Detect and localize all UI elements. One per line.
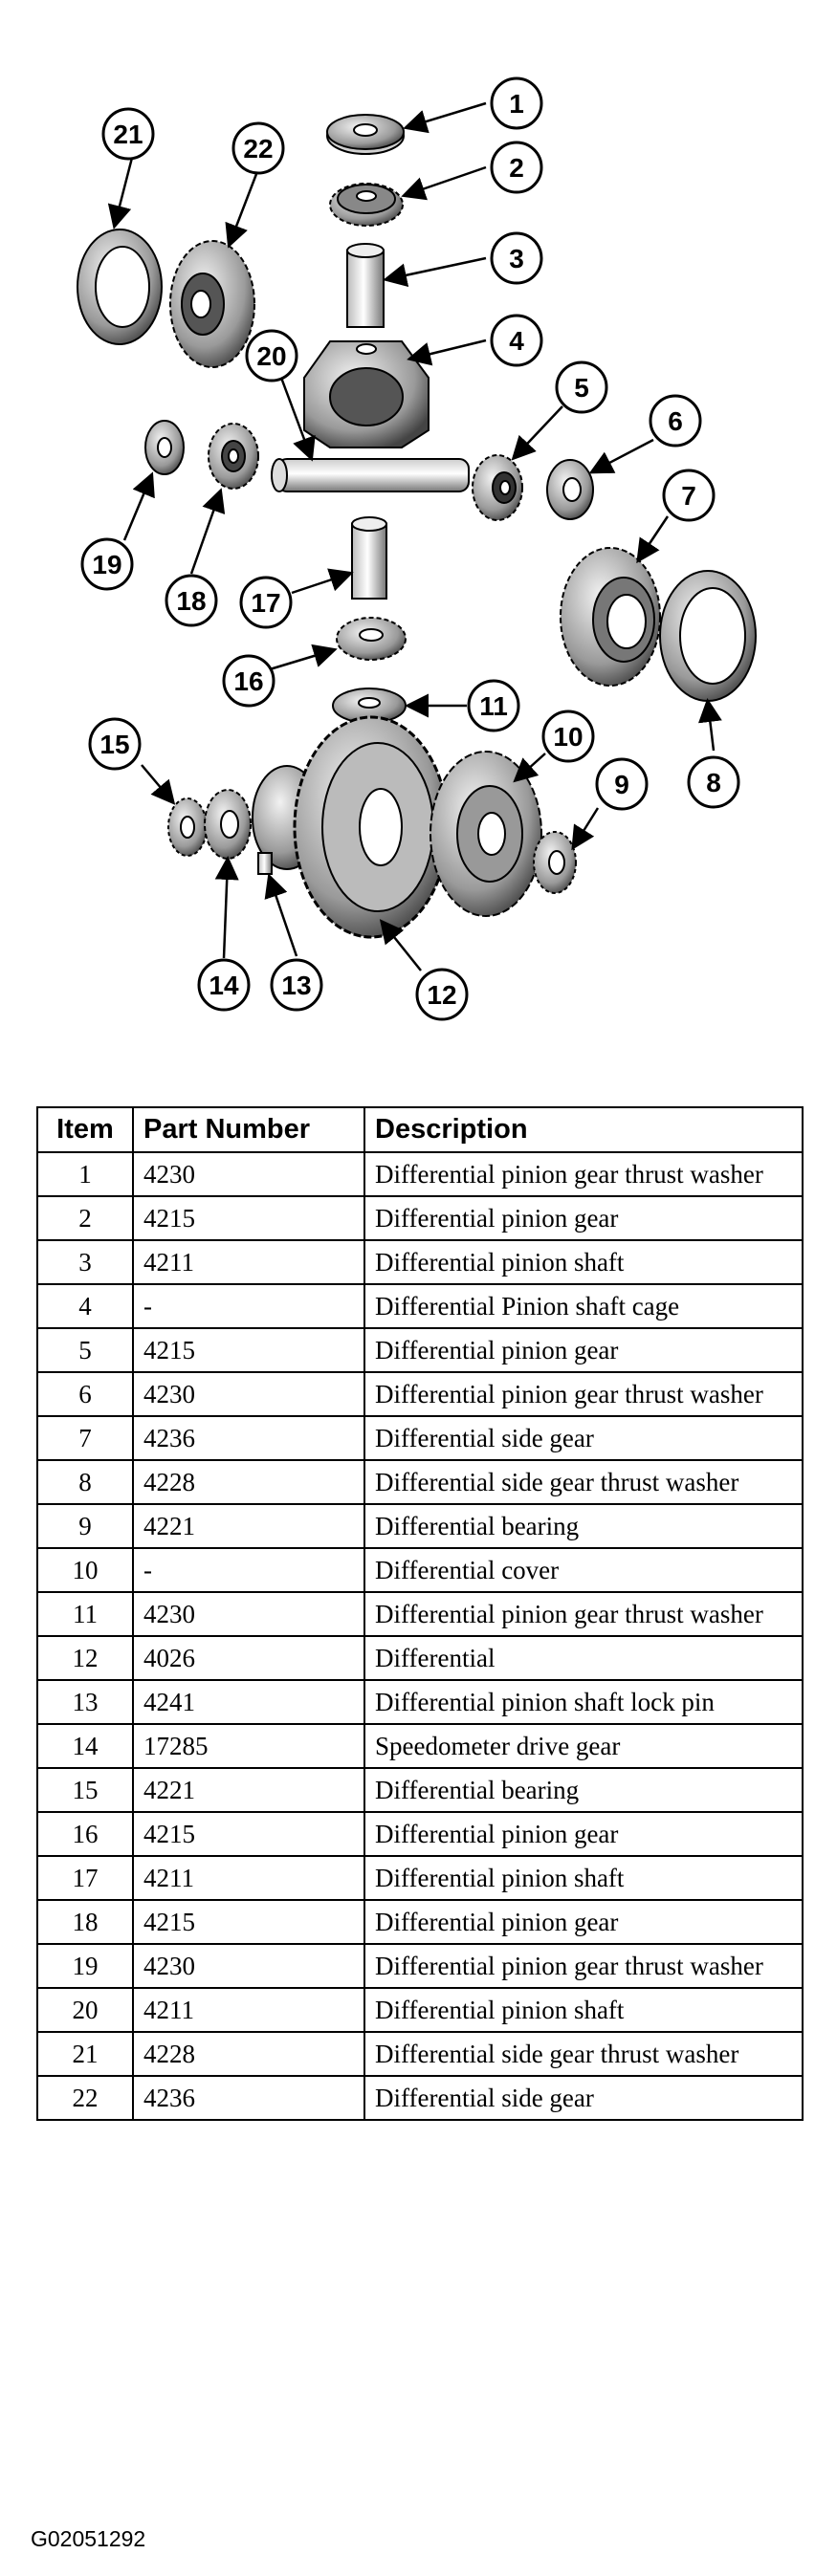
callout-number: 15 bbox=[99, 730, 130, 759]
table-row bbox=[37, 1416, 803, 1460]
part-12-differential bbox=[253, 717, 448, 937]
table-row bbox=[37, 1988, 803, 2032]
part-14-speedometer-drive-gear bbox=[205, 790, 251, 859]
parts-table bbox=[36, 1106, 804, 2121]
table-row bbox=[37, 1196, 803, 1240]
item-cell: 13 bbox=[37, 1680, 133, 1724]
part-1-thrust-washer bbox=[327, 115, 404, 154]
callout-10 bbox=[543, 711, 593, 761]
callout-8 bbox=[689, 757, 738, 807]
table-row bbox=[37, 2076, 803, 2120]
description-cell: Differential pinion shaft lock pin bbox=[364, 1680, 803, 1724]
callout-number: 12 bbox=[427, 980, 457, 1010]
table-row bbox=[37, 1636, 803, 1680]
table-row bbox=[37, 1944, 803, 1988]
callout-5 bbox=[557, 362, 606, 412]
callout-number: 7 bbox=[681, 481, 696, 511]
item-cell: 1 bbox=[37, 1152, 133, 1196]
description-cell: Differential side gear bbox=[364, 1416, 803, 1460]
callout-number: 3 bbox=[509, 244, 524, 273]
callout-22 bbox=[233, 123, 283, 173]
callout-1 bbox=[492, 78, 541, 128]
callout-13 bbox=[272, 960, 321, 1010]
description-cell: Differential pinion shaft bbox=[364, 1856, 803, 1900]
part-2-pinion-gear bbox=[330, 184, 403, 226]
callout-16 bbox=[224, 656, 274, 706]
item-cell: 10 bbox=[37, 1548, 133, 1592]
part-number-cell: 4228 bbox=[133, 2032, 364, 2076]
table-row bbox=[37, 1900, 803, 1944]
table-row bbox=[37, 1856, 803, 1900]
callout-number: 18 bbox=[176, 586, 207, 616]
part-3-pinion-shaft bbox=[347, 244, 384, 327]
item-cell: 21 bbox=[37, 2032, 133, 2076]
part-number-cell: 4241 bbox=[133, 1680, 364, 1724]
description-cell: Differential pinion shaft bbox=[364, 1240, 803, 1284]
part-number-cell: 17285 bbox=[133, 1724, 364, 1768]
callout-number: 2 bbox=[509, 153, 524, 183]
table-row bbox=[37, 1680, 803, 1724]
part-5-pinion-gear bbox=[473, 455, 522, 520]
callout-14 bbox=[199, 960, 249, 1010]
part-number-cell: 4215 bbox=[133, 1812, 364, 1856]
part-22-side-gear bbox=[170, 241, 254, 367]
part-19-thrust-washer bbox=[145, 421, 184, 474]
part-20-pinion-shaft bbox=[272, 459, 469, 491]
description-cell: Differential pinion gear bbox=[364, 1900, 803, 1944]
column-header-item: Item bbox=[37, 1107, 133, 1152]
part-18-pinion-gear bbox=[209, 424, 258, 489]
callout-number: 8 bbox=[706, 768, 721, 797]
callout-11 bbox=[469, 681, 518, 731]
part-number-cell: 4236 bbox=[133, 2076, 364, 2120]
part-number-cell: 4230 bbox=[133, 1152, 364, 1196]
callout-number: 1 bbox=[509, 89, 524, 119]
description-cell: Differential pinion gear bbox=[364, 1812, 803, 1856]
description-cell: Differential pinion gear thrust washer bbox=[364, 1372, 803, 1416]
part-number-cell: - bbox=[133, 1548, 364, 1592]
table-row bbox=[37, 1372, 803, 1416]
item-cell: 12 bbox=[37, 1636, 133, 1680]
part-number-cell: 4211 bbox=[133, 1856, 364, 1900]
item-cell: 14 bbox=[37, 1724, 133, 1768]
callout-number: 5 bbox=[574, 373, 589, 403]
callout-number: 9 bbox=[614, 770, 629, 799]
description-cell: Differential pinion gear thrust washer bbox=[364, 1152, 803, 1196]
callout-6 bbox=[650, 396, 700, 446]
part-16-pinion-gear bbox=[337, 618, 406, 660]
table-row bbox=[37, 1152, 803, 1196]
callout-18 bbox=[166, 576, 216, 625]
table-row bbox=[37, 1592, 803, 1636]
column-header-description: Description bbox=[364, 1107, 803, 1152]
part-9-bearing bbox=[534, 832, 576, 893]
description-cell: Differential side gear thrust washer bbox=[364, 2032, 803, 2076]
description-cell: Differential pinion gear bbox=[364, 1196, 803, 1240]
callout-3 bbox=[492, 233, 541, 283]
item-cell: 18 bbox=[37, 1900, 133, 1944]
part-number-cell: 4215 bbox=[133, 1328, 364, 1372]
item-cell: 3 bbox=[37, 1240, 133, 1284]
description-cell: Differential pinion gear bbox=[364, 1328, 803, 1372]
description-cell: Differential bearing bbox=[364, 1768, 803, 1812]
callout-2 bbox=[492, 142, 541, 192]
parts-table-header bbox=[37, 1107, 803, 1152]
part-17-pinion-shaft bbox=[352, 517, 386, 599]
item-cell: 9 bbox=[37, 1504, 133, 1548]
part-number-cell: 4215 bbox=[133, 1196, 364, 1240]
description-cell: Differential cover bbox=[364, 1548, 803, 1592]
callout-number: 17 bbox=[251, 588, 281, 618]
callout-number: 21 bbox=[113, 120, 143, 149]
table-row bbox=[37, 1328, 803, 1372]
description-cell: Differential pinion gear thrust washer bbox=[364, 1592, 803, 1636]
table-row bbox=[37, 1460, 803, 1504]
part-13-lock-pin bbox=[258, 853, 272, 874]
item-cell: 19 bbox=[37, 1944, 133, 1988]
callout-9 bbox=[597, 759, 647, 809]
part-15-bearing bbox=[168, 798, 207, 856]
part-21-side-thrust-washer bbox=[77, 229, 162, 344]
callout-number: 6 bbox=[668, 406, 683, 436]
item-cell: 20 bbox=[37, 1988, 133, 2032]
callout-number: 14 bbox=[209, 971, 239, 1000]
part-6-thrust-washer bbox=[547, 460, 593, 519]
table-row bbox=[37, 1768, 803, 1812]
callout-21 bbox=[103, 109, 153, 159]
exploded-view-diagram bbox=[0, 0, 837, 1061]
item-cell: 4 bbox=[37, 1284, 133, 1328]
description-cell: Differential bearing bbox=[364, 1504, 803, 1548]
item-cell: 17 bbox=[37, 1856, 133, 1900]
description-cell: Differential Pinion shaft cage bbox=[364, 1284, 803, 1328]
part-number-cell: 4221 bbox=[133, 1504, 364, 1548]
item-cell: 7 bbox=[37, 1416, 133, 1460]
item-cell: 11 bbox=[37, 1592, 133, 1636]
callout-number: 16 bbox=[233, 666, 264, 696]
part-number-cell: 4236 bbox=[133, 1416, 364, 1460]
table-row bbox=[37, 1812, 803, 1856]
part-number-cell: 4230 bbox=[133, 1592, 364, 1636]
callout-number: 13 bbox=[281, 971, 312, 1000]
description-cell: Differential pinion gear thrust washer bbox=[364, 1944, 803, 1988]
item-cell: 22 bbox=[37, 2076, 133, 2120]
part-number-cell: 4228 bbox=[133, 1460, 364, 1504]
table-row bbox=[37, 1240, 803, 1284]
callout-4 bbox=[492, 316, 541, 365]
callout-20 bbox=[247, 331, 297, 381]
table-row bbox=[37, 1548, 803, 1592]
item-cell: 5 bbox=[37, 1328, 133, 1372]
part-7-side-gear bbox=[561, 548, 660, 686]
part-number-cell: 4230 bbox=[133, 1944, 364, 1988]
part-number-cell: 4026 bbox=[133, 1636, 364, 1680]
callout-17 bbox=[241, 578, 291, 627]
callout-12 bbox=[417, 970, 467, 1019]
part-number-cell: 4211 bbox=[133, 1988, 364, 2032]
table-row bbox=[37, 1284, 803, 1328]
table-row bbox=[37, 1724, 803, 1768]
part-number-cell: 4230 bbox=[133, 1372, 364, 1416]
part-8-side-thrust-washer bbox=[660, 571, 756, 701]
part-10-differential-cover bbox=[430, 752, 541, 916]
item-cell: 15 bbox=[37, 1768, 133, 1812]
figure-code: G02051292 bbox=[31, 2526, 146, 2551]
callout-number: 19 bbox=[92, 550, 122, 579]
callout-19 bbox=[82, 539, 132, 589]
description-cell: Differential pinion shaft bbox=[364, 1988, 803, 2032]
part-number-cell: - bbox=[133, 1284, 364, 1328]
callout-15 bbox=[90, 719, 140, 769]
part-4-shaft-cage bbox=[304, 341, 429, 448]
part-number-cell: 4211 bbox=[133, 1240, 364, 1284]
description-cell: Differential side gear thrust washer bbox=[364, 1460, 803, 1504]
item-cell: 6 bbox=[37, 1372, 133, 1416]
callout-number: 22 bbox=[243, 134, 274, 164]
callout-number: 11 bbox=[479, 691, 508, 721]
callout-number: 10 bbox=[553, 722, 584, 752]
table-row bbox=[37, 2032, 803, 2076]
callout-7 bbox=[664, 470, 714, 520]
callout-number: 4 bbox=[509, 326, 524, 356]
item-cell: 2 bbox=[37, 1196, 133, 1240]
description-cell: Differential bbox=[364, 1636, 803, 1680]
table-row bbox=[37, 1504, 803, 1548]
item-cell: 16 bbox=[37, 1812, 133, 1856]
callout-number: 20 bbox=[256, 341, 287, 371]
part-number-cell: 4215 bbox=[133, 1900, 364, 1944]
description-cell: Differential side gear bbox=[364, 2076, 803, 2120]
item-cell: 8 bbox=[37, 1460, 133, 1504]
column-header-part-number: Part Number bbox=[133, 1107, 364, 1152]
description-cell: Speedometer drive gear bbox=[364, 1724, 803, 1768]
part-number-cell: 4221 bbox=[133, 1768, 364, 1812]
